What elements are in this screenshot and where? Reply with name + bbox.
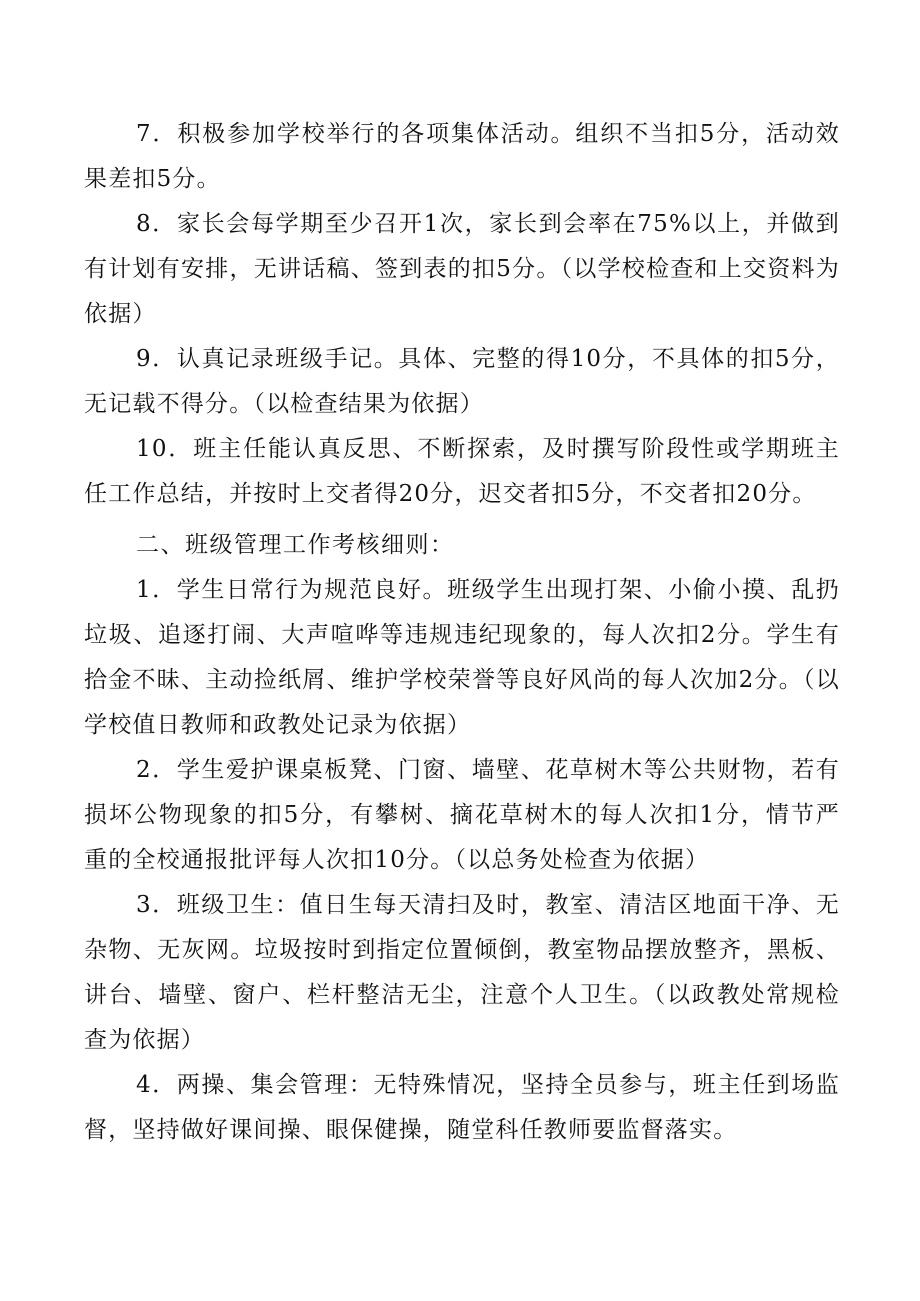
rule-item-7: 7．积极参加学校举行的各项集体活动。组织不当扣5分，活动效果差扣5分。	[84, 121, 840, 192]
management-item-4: 4．两操、集会管理：无特殊情况，坚持全员参与，班主任到场监督，坚持做好课间操、眼保健操，随堂科任教师要监督落实。	[84, 1072, 840, 1143]
document-body	[84, 112, 840, 1153]
rule-item-9: 9．认真记录班级手记。具体、完整的得10分，不具体的扣5分，无记载不得分。（以检查结果为依据）	[84, 346, 840, 417]
management-item-2: 2．学生爱护课桌板凳、门窗、墙壁、花草树木等公共财物，若有损坏公物现象的扣5分，有攀树、摘花草树木的每人次扣1分，情节严重的全校通报批评每人次扣10分。（以总务处检查为依据）	[84, 757, 840, 873]
management-item-3: 3．班级卫生：值日生每天清扫及时，教室、清洁区地面干净、无杂物、无灰网。垃圾按时到指定位置倾倒，教室物品摆放整齐，黑板、讲台、墙壁、窗户、栏杆整洁无尘，注意个人卫生。（以政教处常规检查为依据）	[84, 892, 840, 1053]
section-two-heading: 二、班级管理工作考核细则：	[136, 532, 455, 558]
rule-item-10: 10．班主任能认真反思、不断探索，及时撰写阶段性或学期班主任工作总结，并按时上交者得20分，迟交者扣5分，不交者扣20分。	[84, 436, 840, 507]
management-item-1: 1．学生日常行为规范良好。班级学生出现打架、小偷小摸、乱扔垃圾、追逐打闹、大声喧哗等违规违纪现象的，每人次扣2分。学生有拾金不昧、主动捡纸屑、维护学校荣誉等良好风尚的每人次加2分。（以学校值日教师和政教处记录为依据）	[84, 577, 840, 738]
rule-item-8: 8．家长会每学期至少召开1次，家长到会率在75%以上，并做到有计划有安排，无讲话稿、签到表的扣5分。（以学校检查和上交资料为依据）	[84, 211, 840, 327]
